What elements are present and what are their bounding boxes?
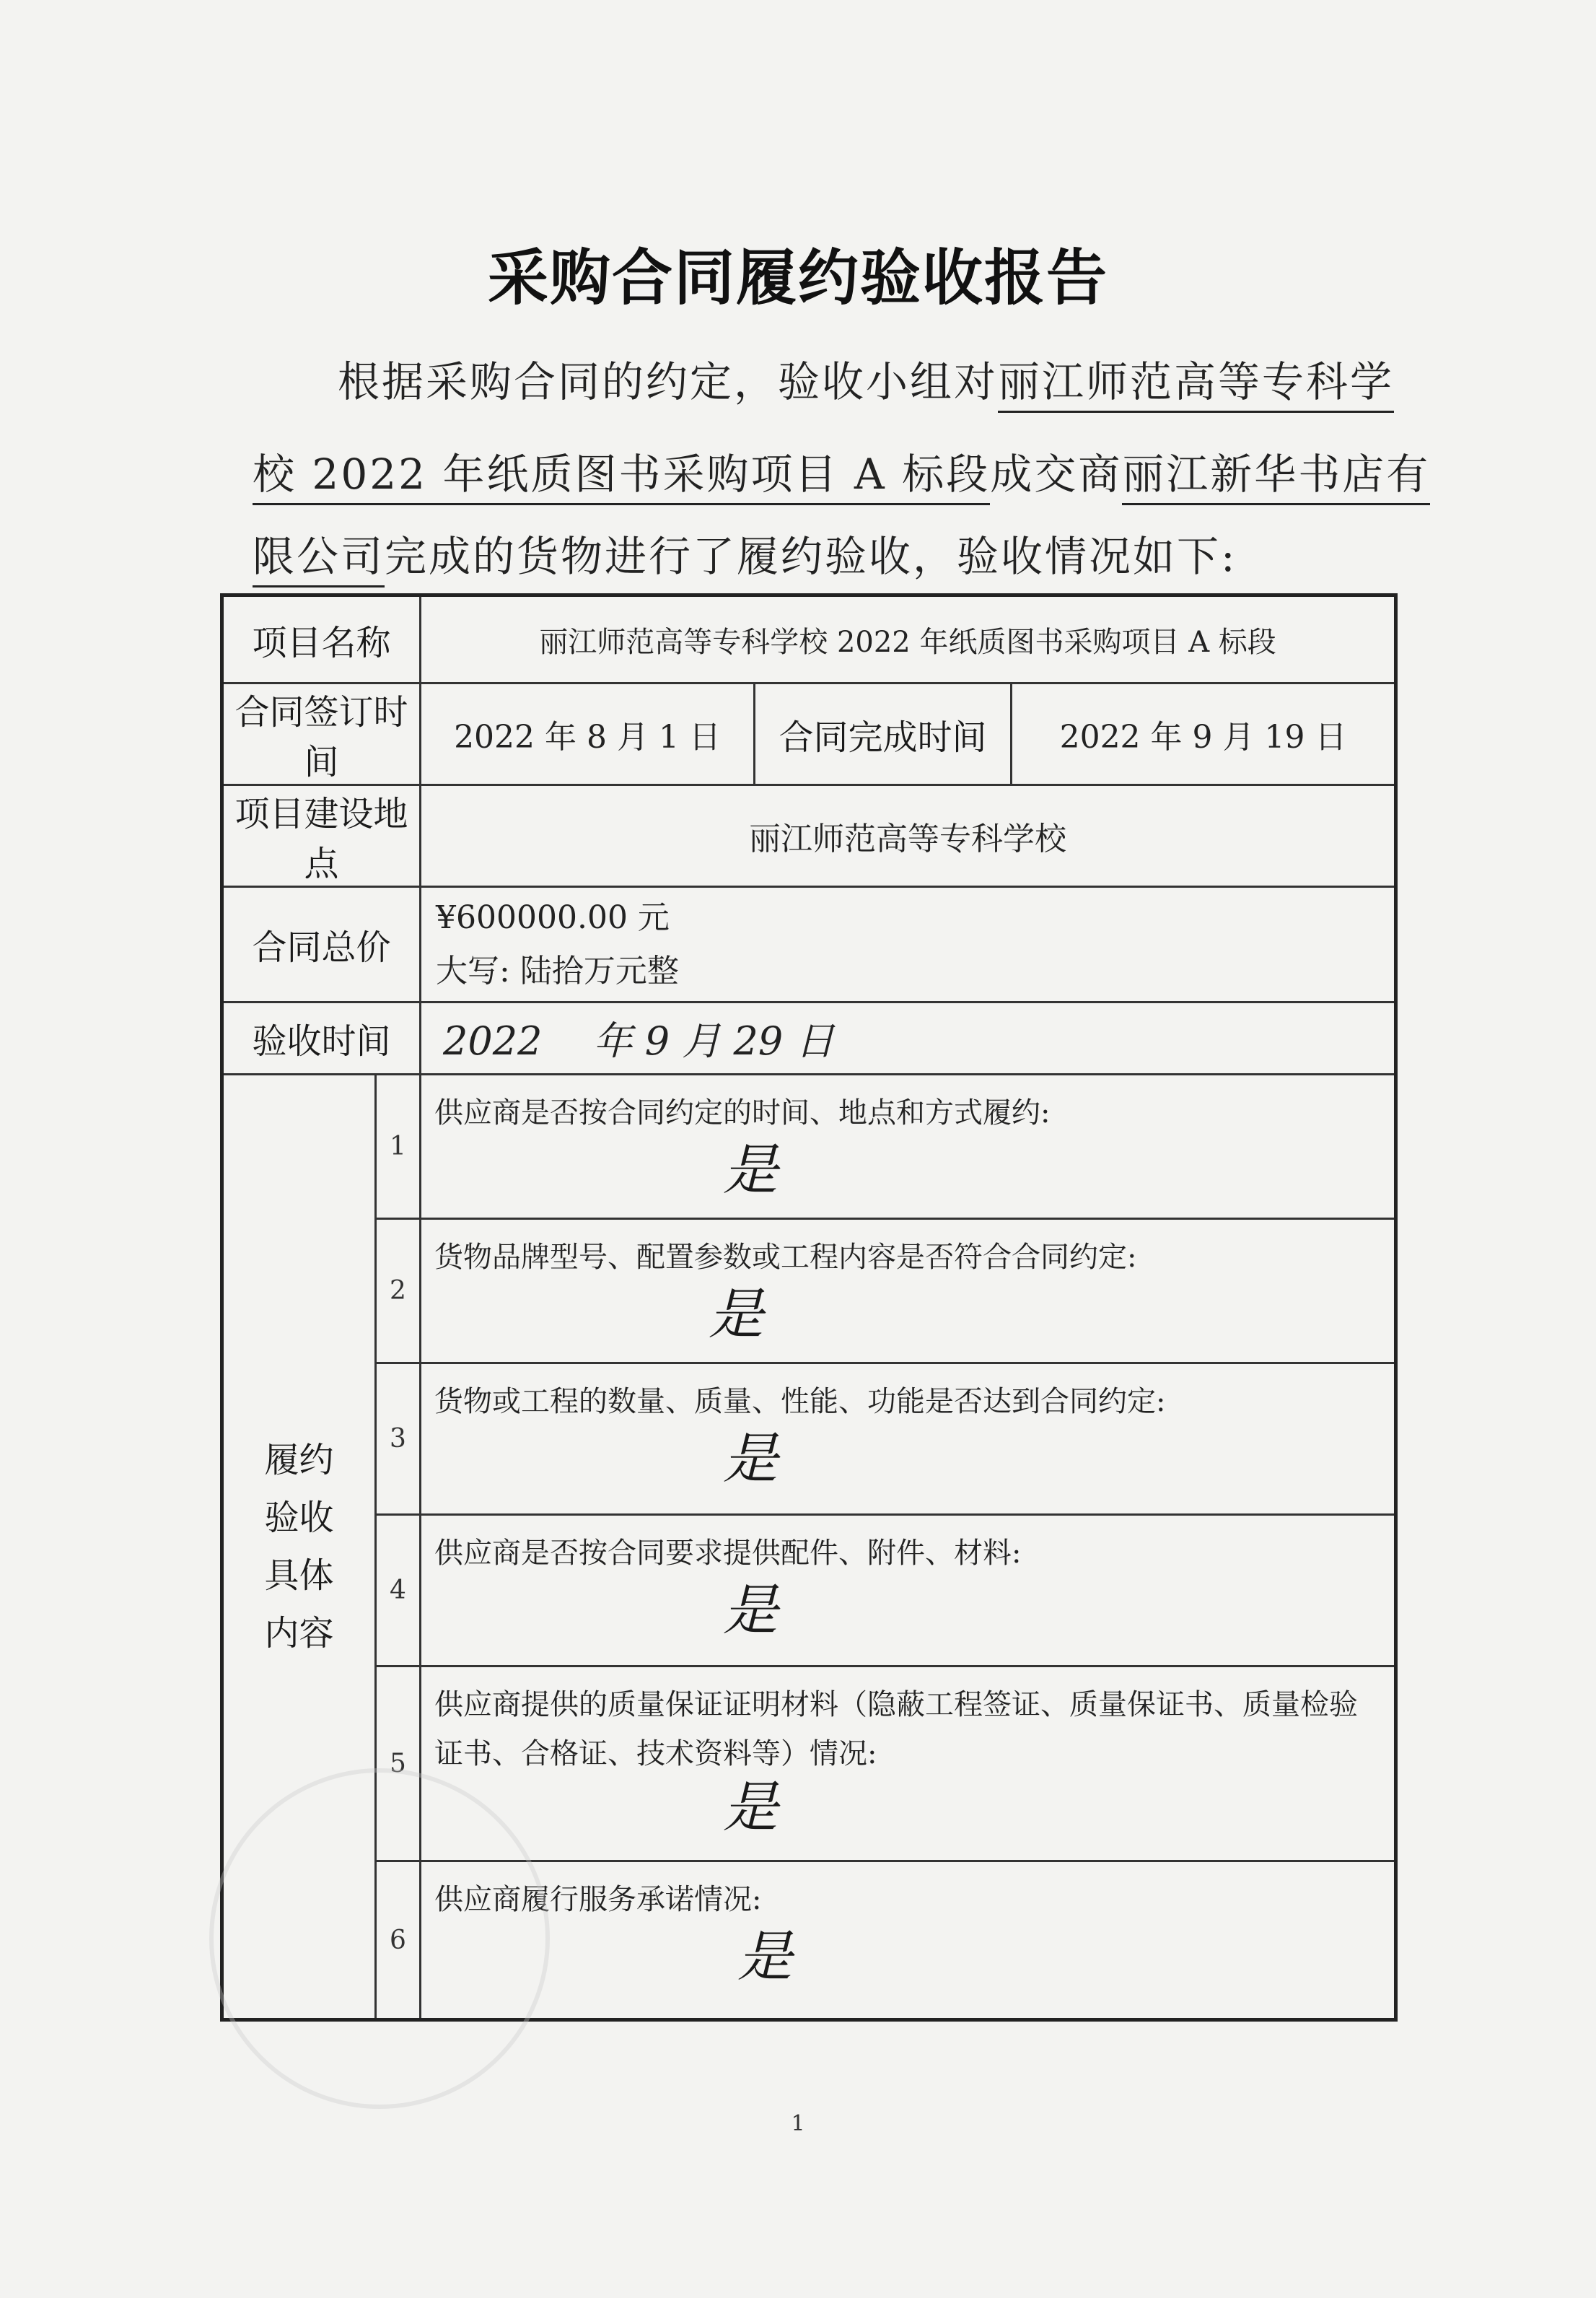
- intro-underlined-text: 校 2022 年纸质图书采购项目 A 标段: [253, 450, 990, 505]
- item-question: 供应商提供的质量保证证明材料（隐蔽工程签证、质量保证书、质量检验证书、合格证、技术资料等）情况:: [434, 1688, 1359, 1770]
- intro-text: 完成的货物进行了履约验收，验收情况如下:: [385, 532, 1237, 581]
- price-in-words: 大写: 陆拾万元整: [436, 952, 679, 989]
- table-row: [222, 595, 1396, 683]
- table-row: [222, 887, 1396, 1002]
- content-label: 履约 验收 具体 内容: [222, 1075, 376, 2020]
- check-item: [421, 1219, 1396, 1363]
- handwritten-answer: 是: [723, 1775, 779, 1839]
- complete-date-label: 合同完成时间: [755, 683, 1012, 785]
- handwritten-answer: 是: [723, 1426, 779, 1490]
- acceptance-table: [220, 593, 1398, 2022]
- intro-text: 成交商: [990, 450, 1123, 499]
- intro-line-3: [253, 532, 1364, 581]
- check-item: [421, 1861, 1396, 2020]
- check-item: [421, 1515, 1396, 1666]
- report-title: 采购合同履约验收报告: [487, 243, 1108, 313]
- check-item: [421, 1075, 1396, 1219]
- sign-date-label: 合同签订时间: [222, 683, 421, 785]
- location-label: 项目建设地点: [222, 785, 421, 887]
- intro-underlined-text: 限公司: [253, 532, 385, 587]
- intro-line-2: [253, 450, 1431, 499]
- price-cell: [421, 887, 1396, 1002]
- complete-date-value: 2022 年 9 月 19 日: [1012, 683, 1396, 785]
- intro-underlined-text: 丽江新华书店有: [1122, 450, 1430, 505]
- handwritten-answer: 是: [723, 1137, 779, 1202]
- handwritten-answer: 是: [723, 1578, 779, 1642]
- intro-text: 根据采购合同的约定，验收小组对: [338, 357, 999, 406]
- item-question: 货物或工程的数量、质量、性能、功能是否达到合同约定:: [434, 1385, 1166, 1418]
- table-row: [222, 1363, 1396, 1515]
- item-number: 4: [376, 1515, 421, 1666]
- handwritten-answer: 是: [737, 1924, 793, 1988]
- item-number: 3: [376, 1363, 421, 1515]
- table-row: [222, 1861, 1396, 2020]
- price-value: ¥600000.00 元: [436, 899, 670, 936]
- project-name-label: 项目名称: [222, 595, 421, 683]
- handwritten-answer: 是: [709, 1282, 764, 1346]
- table-row: [222, 1515, 1396, 1666]
- table-row: [222, 1219, 1396, 1363]
- sign-date-value: 2022 年 8 月 1 日: [421, 683, 755, 785]
- table-row: [222, 1002, 1396, 1075]
- item-number: 5: [376, 1666, 421, 1861]
- table-row: [222, 683, 1396, 785]
- page-number: 1: [791, 2111, 805, 2136]
- item-number: 6: [376, 1861, 421, 2020]
- item-question: 供应商是否按合同要求提供配件、附件、材料:: [434, 1537, 1022, 1570]
- project-name-value: 丽江师范高等专科学校 2022 年纸质图书采购项目 A 标段: [421, 595, 1396, 683]
- intro-underlined-text: 丽江师范高等专科学: [998, 357, 1394, 413]
- location-value: 丽江师范高等专科学校: [421, 785, 1396, 887]
- item-question: 货物品牌型号、配置参数或工程内容是否符合合同约定:: [434, 1241, 1137, 1274]
- check-item: [421, 1666, 1396, 1861]
- item-question: 供应商履行服务承诺情况:: [434, 1883, 762, 1916]
- check-item: [421, 1363, 1396, 1515]
- intro-line-1: [338, 357, 1449, 406]
- item-number: 2: [376, 1219, 421, 1363]
- price-label: 合同总价: [222, 887, 421, 1002]
- item-question: 供应商是否按合同约定的时间、地点和方式履约:: [434, 1096, 1051, 1130]
- item-number: 1: [376, 1075, 421, 1219]
- table-row: [222, 1075, 1396, 1219]
- table-row: [222, 1666, 1396, 1861]
- accept-date-handwritten: 2022 年 9 月 29 日: [421, 1002, 1396, 1075]
- table-row: [222, 785, 1396, 887]
- accept-date-label: 验收时间: [222, 1002, 421, 1075]
